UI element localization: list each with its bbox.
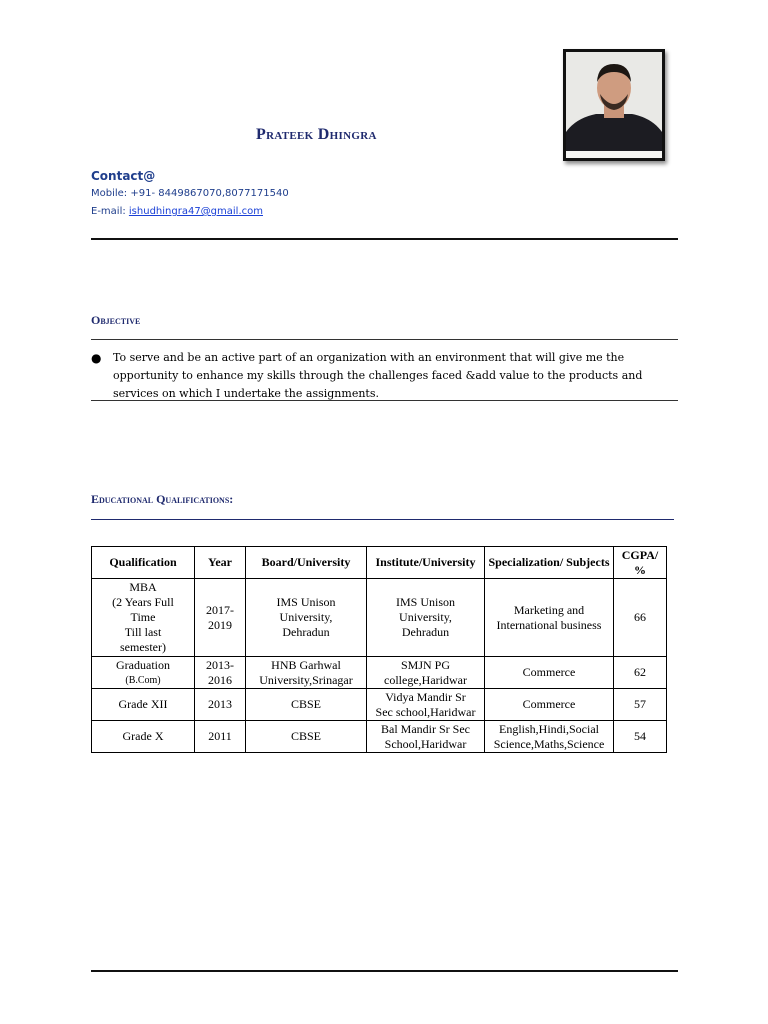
cell-qualification: Graduation (B.Com)	[92, 657, 195, 689]
objective-heading: Objective	[91, 313, 141, 327]
cell-institute: SMJN PG college,Haridwar	[367, 657, 485, 689]
objective-bottom-divider	[91, 400, 678, 401]
objective-text: To serve and be an active part of an organization with an environment that will give me the opportunity to enhance my skills through the challenges faced &add value to the products and services on which I undertake the assignments.	[113, 351, 643, 400]
cell-board: CBSE	[246, 721, 367, 753]
cell-score: 54	[614, 721, 667, 753]
bullet-icon: ●	[91, 351, 102, 365]
cell-score: 66	[614, 579, 667, 657]
table-row	[92, 579, 667, 657]
cell-year: 2013- 2016	[195, 657, 246, 689]
mobile-label: Mobile:	[91, 188, 131, 199]
cell-qualification: Grade XII	[92, 689, 195, 721]
header-divider	[91, 238, 678, 240]
header-score: CGPA/ %	[614, 547, 667, 579]
education-divider	[91, 519, 674, 520]
objective-top-divider	[91, 339, 678, 340]
cell-specialization: Marketing and International business	[485, 579, 614, 657]
education-table	[91, 546, 667, 753]
cell-specialization: English,Hindi,Social Science,Maths,Science	[485, 721, 614, 753]
profile-photo	[563, 49, 665, 161]
mobile-value: +91- 8449867070,8077171540	[130, 188, 289, 199]
table-row	[92, 721, 667, 753]
cell-institute: Vidya Mandir Sr Sec school,Haridwar	[367, 689, 485, 721]
email-link[interactable]: ishudhingra47@gmail.com	[128, 206, 263, 217]
cell-year: 2013	[195, 689, 246, 721]
cell-qualification: Grade X	[92, 721, 195, 753]
candidate-name: Prateek Dhingra	[256, 126, 377, 143]
table-row	[92, 657, 667, 689]
cell-year: 2017- 2019	[195, 579, 246, 657]
contact-heading: Contact@	[91, 169, 156, 183]
portrait-image	[566, 52, 662, 158]
cell-board: CBSE	[246, 689, 367, 721]
cell-score: 57	[614, 689, 667, 721]
table-header-row	[92, 547, 667, 579]
cell-score: 62	[614, 657, 667, 689]
mobile-line	[91, 188, 289, 199]
table-row	[92, 689, 667, 721]
header-qualification: Qualification	[92, 547, 195, 579]
cell-specialization: Commerce	[485, 657, 614, 689]
cell-board: IMS Unison University, Dehradun	[246, 579, 367, 657]
cell-specialization: Commerce	[485, 689, 614, 721]
objective-block	[91, 349, 676, 403]
cell-board: HNB Garhwal University,Srinagar	[246, 657, 367, 689]
header-board: Board/University	[246, 547, 367, 579]
cell-institute: IMS Unison University, Dehradun	[367, 579, 485, 657]
header-year: Year	[195, 547, 246, 579]
email-label: E-mail:	[91, 206, 129, 217]
header-institute: Institute/University	[367, 547, 485, 579]
footer-divider	[91, 970, 678, 972]
email-line	[91, 206, 263, 217]
cell-qualification: MBA (2 Years Full Time Till last semester)	[92, 579, 195, 657]
header-specialization: Specialization/ Subjects	[485, 547, 614, 579]
cell-institute: Bal Mandir Sr Sec School,Haridwar	[367, 721, 485, 753]
education-heading: Educational Qualifications:	[91, 492, 234, 506]
cell-year: 2011	[195, 721, 246, 753]
